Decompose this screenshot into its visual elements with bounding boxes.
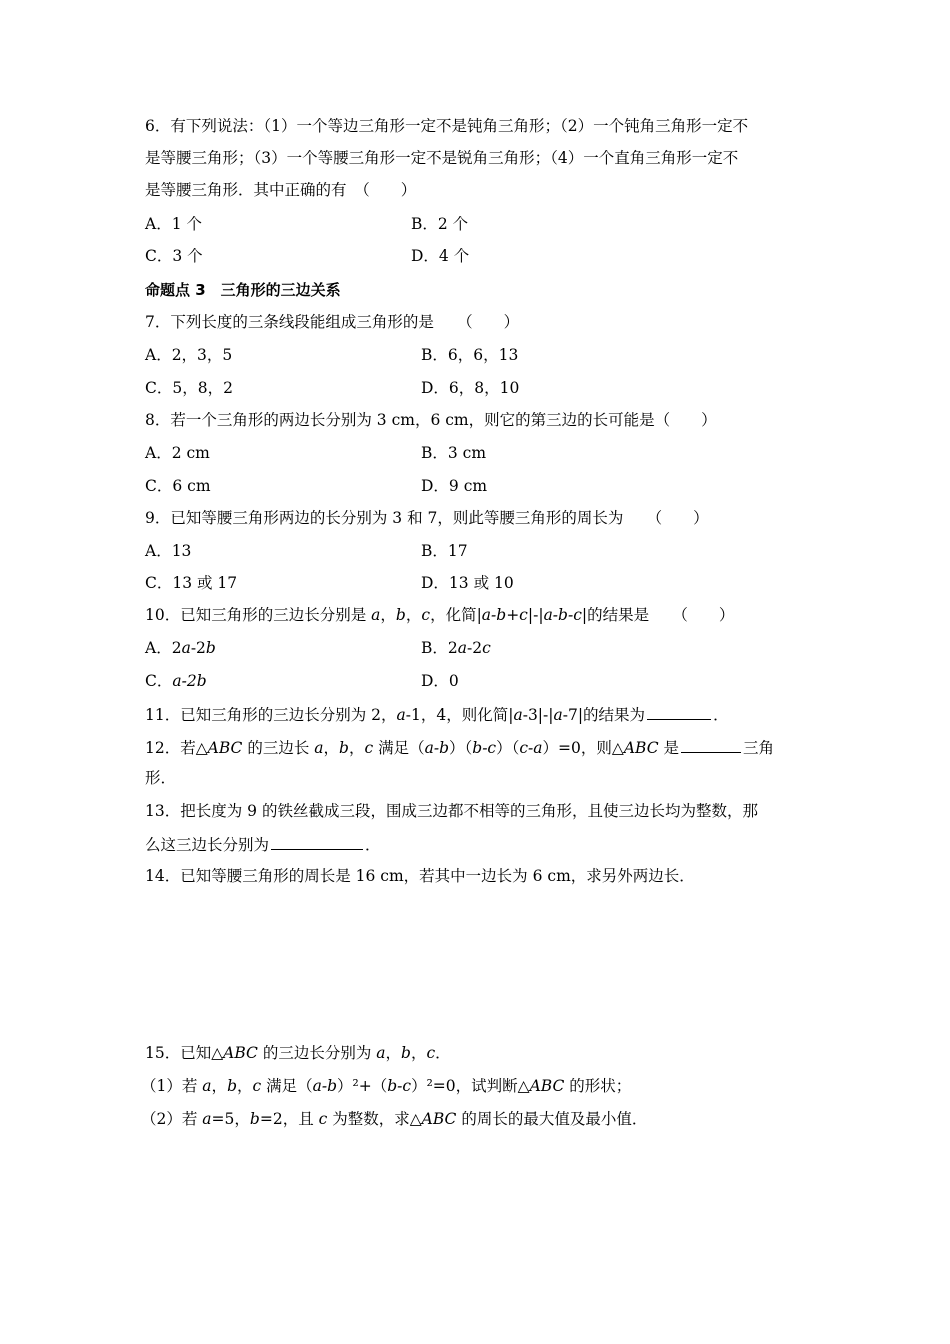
q8-option-a: A．2 cm — [145, 444, 210, 462]
q12-stem-line1: 12．若△ABC 的三边长 a，b，c 满足（a-b）（b-c）（c-a）=0，则△ABC 是 三角 — [145, 736, 774, 758]
q6-option-c: C．3 个 — [145, 247, 203, 265]
q8-option-b: B．3 cm — [421, 444, 487, 462]
q9-option-c: C．13 或 17 — [145, 574, 238, 592]
q10-option-d: D．0 — [421, 672, 459, 690]
q13-answer-blank[interactable] — [271, 833, 363, 850]
q7-option-a: A．2，3，5 — [145, 346, 233, 364]
q6-stem-line2: 是等腰三角形；（3）一个等腰三角形一定不是锐角三角形；（4）一个直角三角形一定不 — [145, 149, 739, 167]
q13-stem-line1: 13．把长度为 9 的铁丝截成三段，围成三边都不相等的三角形，且使三边长均为整数，那 — [145, 802, 758, 820]
q15-stem: 15．已知△ABC 的三边长分别为 a，b，c． — [145, 1044, 451, 1062]
q7-option-b: B．6，6，13 — [421, 346, 519, 364]
q12-stem-line2: 形． — [145, 769, 177, 787]
q9-option-d: D．13 或 10 — [421, 574, 514, 592]
q10-option-a: A．2a-2b — [145, 639, 216, 657]
q13-stem-line2: 么这三边长分别为 ． — [145, 833, 381, 855]
q11-answer-blank[interactable] — [647, 703, 711, 720]
q7-stem: 7．下列长度的三条线段能组成三角形的是 （ ） — [145, 313, 520, 331]
q9-option-a: A．13 — [145, 542, 192, 560]
q12-answer-blank[interactable] — [681, 736, 741, 753]
q9-stem: 9．已知等腰三角形两边的长分别为 3 和 7，则此等腰三角形的周长为 （ ） — [145, 509, 709, 527]
q8-option-d: D．9 cm — [421, 477, 488, 495]
q11-stem: 11．已知三角形的三边长分别为 2，a-1，4，则化简|a-3|-|a-7|的结果为 ． — [145, 703, 729, 725]
q7-option-d: D．6，8，10 — [421, 379, 520, 397]
q6-option-d: D．4 个 — [411, 247, 470, 265]
q8-stem: 8．若一个三角形的两边长分别为 3 cm，6 cm，则它的第三边的长可能是（ ） — [145, 411, 717, 429]
q14-stem: 14．已知等腰三角形的周长是 16 cm，若其中一边长为 6 cm，求另外两边长． — [145, 867, 695, 885]
q8-option-c: C．6 cm — [145, 477, 211, 495]
q10-option-c: C．a-2b — [145, 672, 207, 690]
q6-option-a: A．1 个 — [145, 215, 202, 233]
q6-stem-line3: 是等腰三角形．其中正确的有 （ ） — [145, 181, 417, 199]
q10-option-b: B．2a-2c — [421, 639, 491, 657]
q15-part2: （2）若 a=5，b=2，且 c 为整数，求△ABC 的周长的最大值及最小值． — [141, 1110, 648, 1128]
section-heading: 命题点 3 三角形的三边关系 — [145, 281, 341, 299]
q15-part1: （1）若 a，b，c 满足（a-b）²+（b-c）²=0，试判断△ABC 的形状； — [141, 1077, 632, 1095]
q9-option-b: B．17 — [421, 542, 468, 560]
q7-option-c: C．5，8，2 — [145, 379, 233, 397]
q10-stem: 10．已知三角形的三边长分别是 a，b，c，化简|a-b+c|-|a-b-c|的结果是 （ ） — [145, 606, 735, 624]
q6-option-b: B．2 个 — [411, 215, 469, 233]
q6-stem-line1: 6．有下列说法：（1）一个等边三角形一定不是钝角三角形；（2）一个钝角三角形一定不 — [145, 117, 749, 135]
